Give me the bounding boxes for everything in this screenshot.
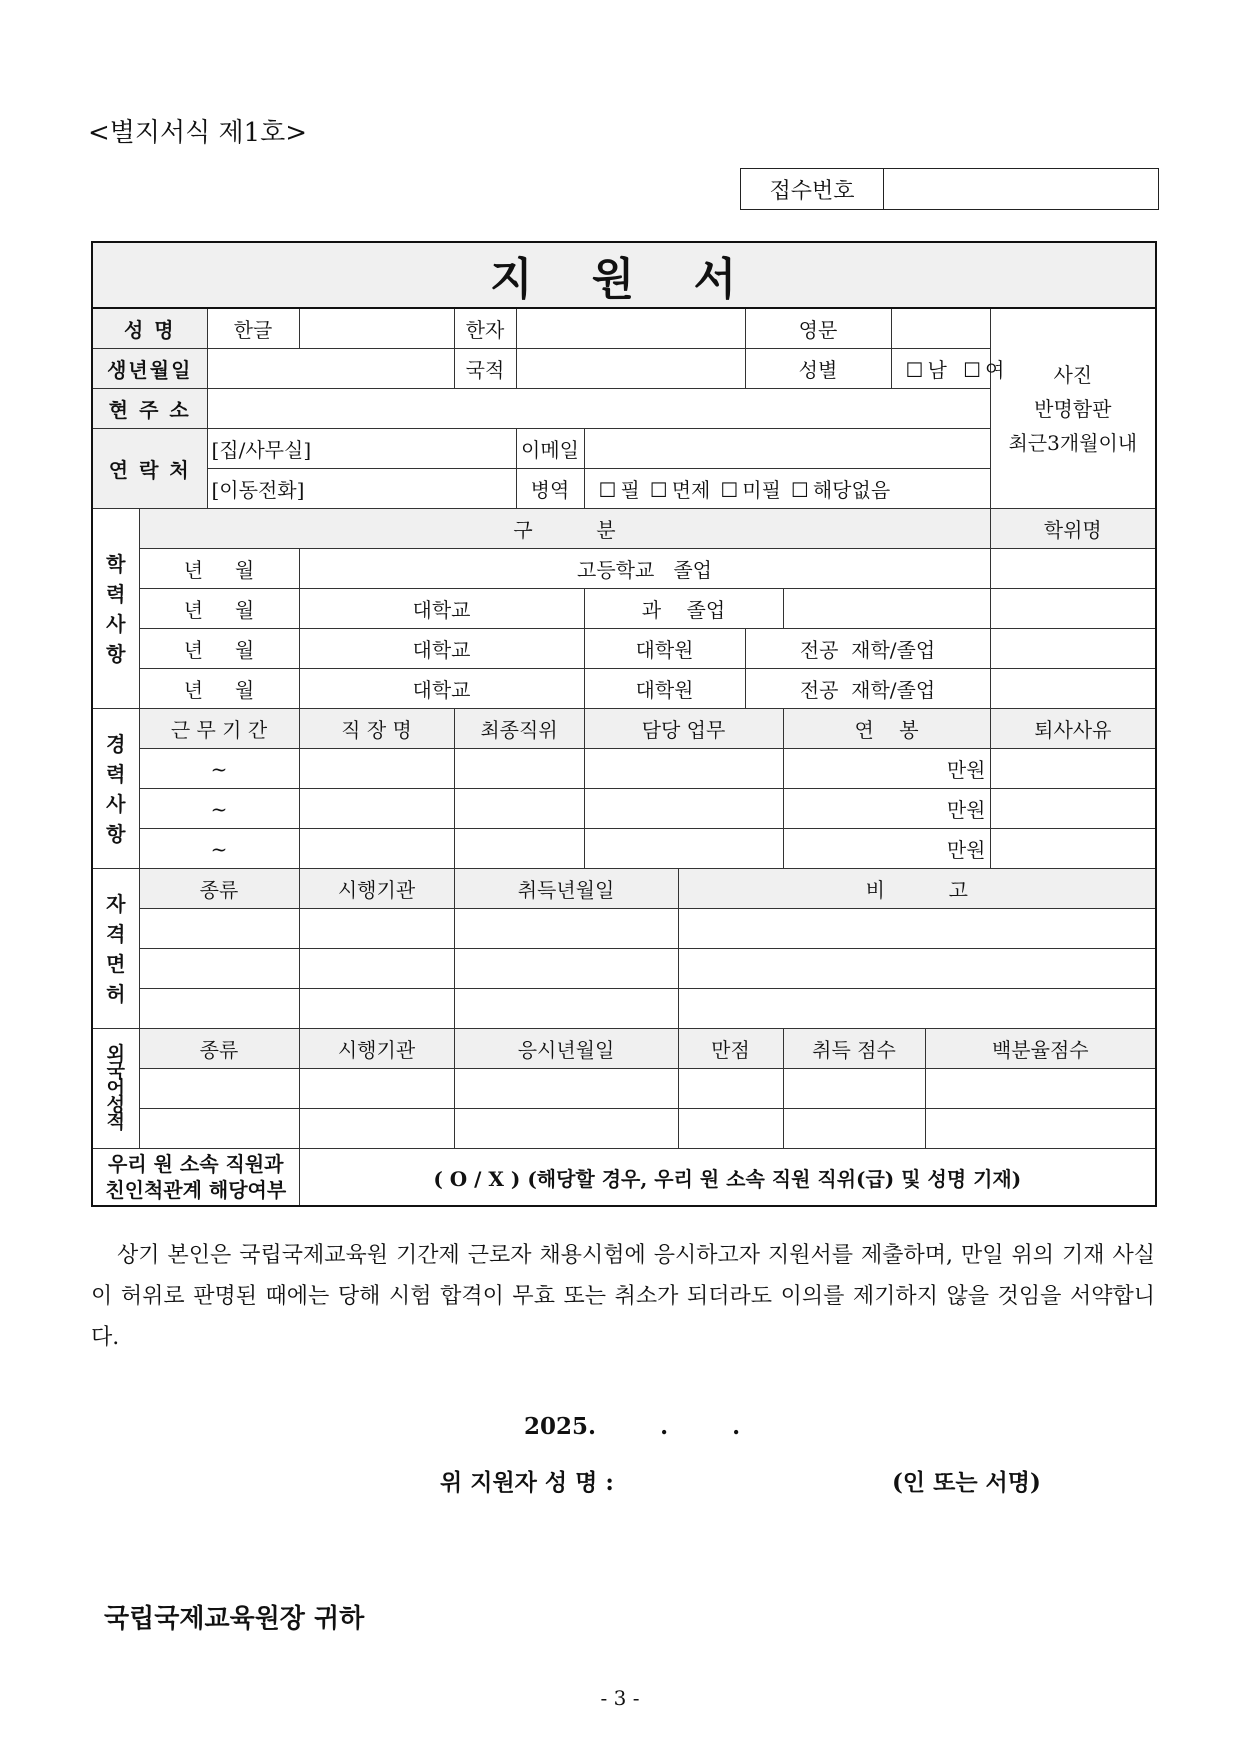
license-issuer-header: 시행기관 xyxy=(299,869,454,909)
edu-dept-graduation[interactable]: 과 졸업 xyxy=(584,589,783,629)
contact-label: 연 락 처 xyxy=(92,429,207,509)
language-date-field[interactable] xyxy=(454,1109,678,1149)
license-section-label: 자 격 면 허 xyxy=(92,869,139,1029)
degree-field[interactable] xyxy=(990,589,1156,629)
company-field[interactable] xyxy=(299,749,454,789)
page-number: - 3 - xyxy=(600,1686,640,1710)
photo-date-note: 최근3개월이내 xyxy=(1008,430,1138,455)
address-field[interactable] xyxy=(207,389,990,429)
photo-caption: 사진 xyxy=(1053,362,1093,387)
final-position-header: 최종직위 xyxy=(454,709,584,749)
addressee: 국립국제교육원장 귀하 xyxy=(104,1604,365,1634)
language-issuer-field[interactable] xyxy=(299,1109,454,1149)
photo-box[interactable] xyxy=(990,308,1156,509)
score-field[interactable] xyxy=(783,1069,925,1109)
military-exempt-checkbox[interactable]: ☐ 면제 xyxy=(640,478,711,502)
license-date-header: 취득년월일 xyxy=(454,869,678,909)
education-section-label: 학 력 사 항 xyxy=(92,509,139,709)
score-header: 취득 점수 xyxy=(783,1029,925,1069)
license-remarks-field[interactable] xyxy=(678,909,1156,949)
edu-year-month[interactable]: 년 월 xyxy=(139,589,299,629)
score-field[interactable] xyxy=(783,1109,925,1149)
edu-year-month[interactable]: 년 월 xyxy=(139,669,299,709)
final-position-field[interactable] xyxy=(454,749,584,789)
edu-university[interactable]: 대학교 xyxy=(299,669,584,709)
mobile-phone-field[interactable]: [이동전화] xyxy=(207,469,516,509)
duties-header: 담당 업무 xyxy=(584,709,783,749)
seal-or-signature-note: (인 또는 서명) xyxy=(892,1469,1041,1496)
license-issuer-field[interactable] xyxy=(299,949,454,989)
edu-major-status[interactable]: 전공 재학/졸업 xyxy=(745,629,990,669)
company-header: 직 장 명 xyxy=(299,709,454,749)
edu-year-month[interactable]: 년 월 xyxy=(139,629,299,669)
receipt-number-box xyxy=(740,168,1159,210)
degree-field[interactable] xyxy=(990,669,1156,709)
application-form-table xyxy=(91,241,1157,1207)
signature-date: 2025. . . xyxy=(524,1413,741,1440)
edu-highschool-cell[interactable]: 고등학교 졸업 xyxy=(299,549,990,589)
military-options xyxy=(584,469,990,509)
nationality-field[interactable] xyxy=(516,349,745,389)
edu-university[interactable]: 대학교 xyxy=(299,629,584,669)
salary-field[interactable]: 만원 xyxy=(783,829,990,869)
edu-extra[interactable] xyxy=(783,589,990,629)
english-label: 영문 xyxy=(745,308,891,349)
company-field[interactable] xyxy=(299,789,454,829)
license-date-field[interactable] xyxy=(454,909,678,949)
work-period-field[interactable]: ~ xyxy=(139,749,299,789)
license-issuer-field[interactable] xyxy=(299,989,454,1029)
military-unserved-checkbox[interactable]: ☐ 미필 xyxy=(710,478,781,502)
leave-reason-field[interactable] xyxy=(990,749,1156,789)
percentile-header: 백분율점수 xyxy=(925,1029,1156,1069)
work-period-header: 근 무 기 간 xyxy=(139,709,299,749)
work-period-field[interactable]: ~ xyxy=(139,789,299,829)
language-type-header: 종류 xyxy=(139,1029,299,1069)
duties-field[interactable] xyxy=(584,789,783,829)
form-title: 지 원 서 xyxy=(92,242,1156,308)
license-remarks-field[interactable] xyxy=(678,949,1156,989)
birth-field[interactable] xyxy=(207,349,454,389)
license-remarks-header: 비 고 xyxy=(678,869,1156,909)
education-category-header: 구 분 xyxy=(139,509,990,549)
edu-major-status[interactable]: 전공 재학/졸업 xyxy=(745,669,990,709)
gender-female-checkbox[interactable]: ☐ 여 xyxy=(953,358,1004,382)
pledge-text: 상기 본인은 국립국제교육원 기간제 근로자 채용시험에 응시하고자 지원서를 제출하며, 만일 위의 기재 사실이 허위로 판명된 때에는 당해 시험 합격이 무효 또는 취소가 되더라도 이의를 제기하지 않을 것임을 서약합니다. xyxy=(91,1243,1155,1350)
email-label: 이메일 xyxy=(516,429,584,469)
degree-field[interactable] xyxy=(990,629,1156,669)
gender-label: 성별 xyxy=(745,349,891,389)
hanja-name-field[interactable] xyxy=(516,308,745,349)
work-period-field[interactable]: ~ xyxy=(139,829,299,869)
birth-label: 생년월일 xyxy=(92,349,207,389)
photo-size-note: 반명함판 xyxy=(1034,396,1112,421)
language-type-field[interactable] xyxy=(139,1069,299,1109)
relation-field[interactable]: ( O / X ) (해당할 경우, 우리 원 소속 직원 직위(급) 및 성명 기재) xyxy=(299,1149,1156,1207)
edu-university[interactable]: 대학교 xyxy=(299,589,584,629)
name-label: 성 명 xyxy=(92,308,207,349)
language-date-header: 응시년월일 xyxy=(454,1029,678,1069)
company-field[interactable] xyxy=(299,829,454,869)
license-date-field[interactable] xyxy=(454,949,678,989)
hangul-name-field[interactable] xyxy=(299,308,454,349)
license-type-field[interactable] xyxy=(139,989,299,1029)
max-score-field[interactable] xyxy=(678,1069,783,1109)
salary-field[interactable]: 만원 xyxy=(783,789,990,829)
language-section-label: 외 국 어 성 적 xyxy=(92,1029,139,1149)
duties-field[interactable] xyxy=(584,829,783,869)
language-issuer-header: 시행기관 xyxy=(299,1029,454,1069)
email-field[interactable] xyxy=(584,429,990,469)
percentile-field[interactable] xyxy=(925,1069,1156,1109)
language-date-field[interactable] xyxy=(454,1069,678,1109)
degree-field[interactable] xyxy=(990,549,1156,589)
salary-field[interactable]: 만원 xyxy=(783,749,990,789)
receipt-number-field[interactable] xyxy=(884,169,1159,210)
edu-year-month[interactable]: 년 월 xyxy=(139,549,299,589)
military-na-checkbox[interactable]: ☐ 해당없음 xyxy=(781,478,890,502)
license-remarks-field[interactable] xyxy=(678,989,1156,1029)
final-position-field[interactable] xyxy=(454,829,584,869)
license-type-field[interactable] xyxy=(139,949,299,989)
applicant-signature-label: 위 지원자 성 명 : xyxy=(440,1469,614,1496)
leave-reason-field[interactable] xyxy=(990,829,1156,869)
percentile-field[interactable] xyxy=(925,1109,1156,1149)
nationality-label: 국적 xyxy=(454,349,516,389)
edu-graduate-school[interactable]: 대학원 xyxy=(584,669,745,709)
license-type-field[interactable] xyxy=(139,909,299,949)
language-issuer-field[interactable] xyxy=(299,1069,454,1109)
degree-header: 학위명 xyxy=(990,509,1156,549)
address-label: 현 주 소 xyxy=(92,389,207,429)
license-date-field[interactable] xyxy=(454,989,678,1029)
english-name-field[interactable] xyxy=(891,308,990,349)
license-issuer-field[interactable] xyxy=(299,909,454,949)
license-type-header: 종류 xyxy=(139,869,299,909)
language-type-field[interactable] xyxy=(139,1109,299,1149)
hanja-label: 한자 xyxy=(454,308,516,349)
final-position-field[interactable] xyxy=(454,789,584,829)
form-label: <별지서식 제1호> xyxy=(88,118,308,148)
leave-reason-field[interactable] xyxy=(990,789,1156,829)
duties-field[interactable] xyxy=(584,749,783,789)
gender-options xyxy=(891,349,1005,389)
receipt-number-label: 접수번호 xyxy=(741,169,884,210)
military-label: 병역 xyxy=(516,469,584,509)
edu-graduate-school[interactable]: 대학원 xyxy=(584,629,745,669)
max-score-header: 만점 xyxy=(678,1029,783,1069)
relation-label: 우리 원 소속 직원과 친인척관계 해당여부 xyxy=(92,1149,299,1207)
gender-male-checkbox[interactable]: ☐ 남 xyxy=(896,358,947,382)
max-score-field[interactable] xyxy=(678,1109,783,1149)
salary-header: 연 봉 xyxy=(783,709,990,749)
home-office-phone-field[interactable]: [집/사무실] xyxy=(207,429,516,469)
career-section-label: 경 력 사 항 xyxy=(92,709,139,869)
military-served-checkbox[interactable]: ☐ 필 xyxy=(589,478,640,502)
hangul-label: 한글 xyxy=(207,308,299,349)
leave-reason-header: 퇴사사유 xyxy=(990,709,1156,749)
